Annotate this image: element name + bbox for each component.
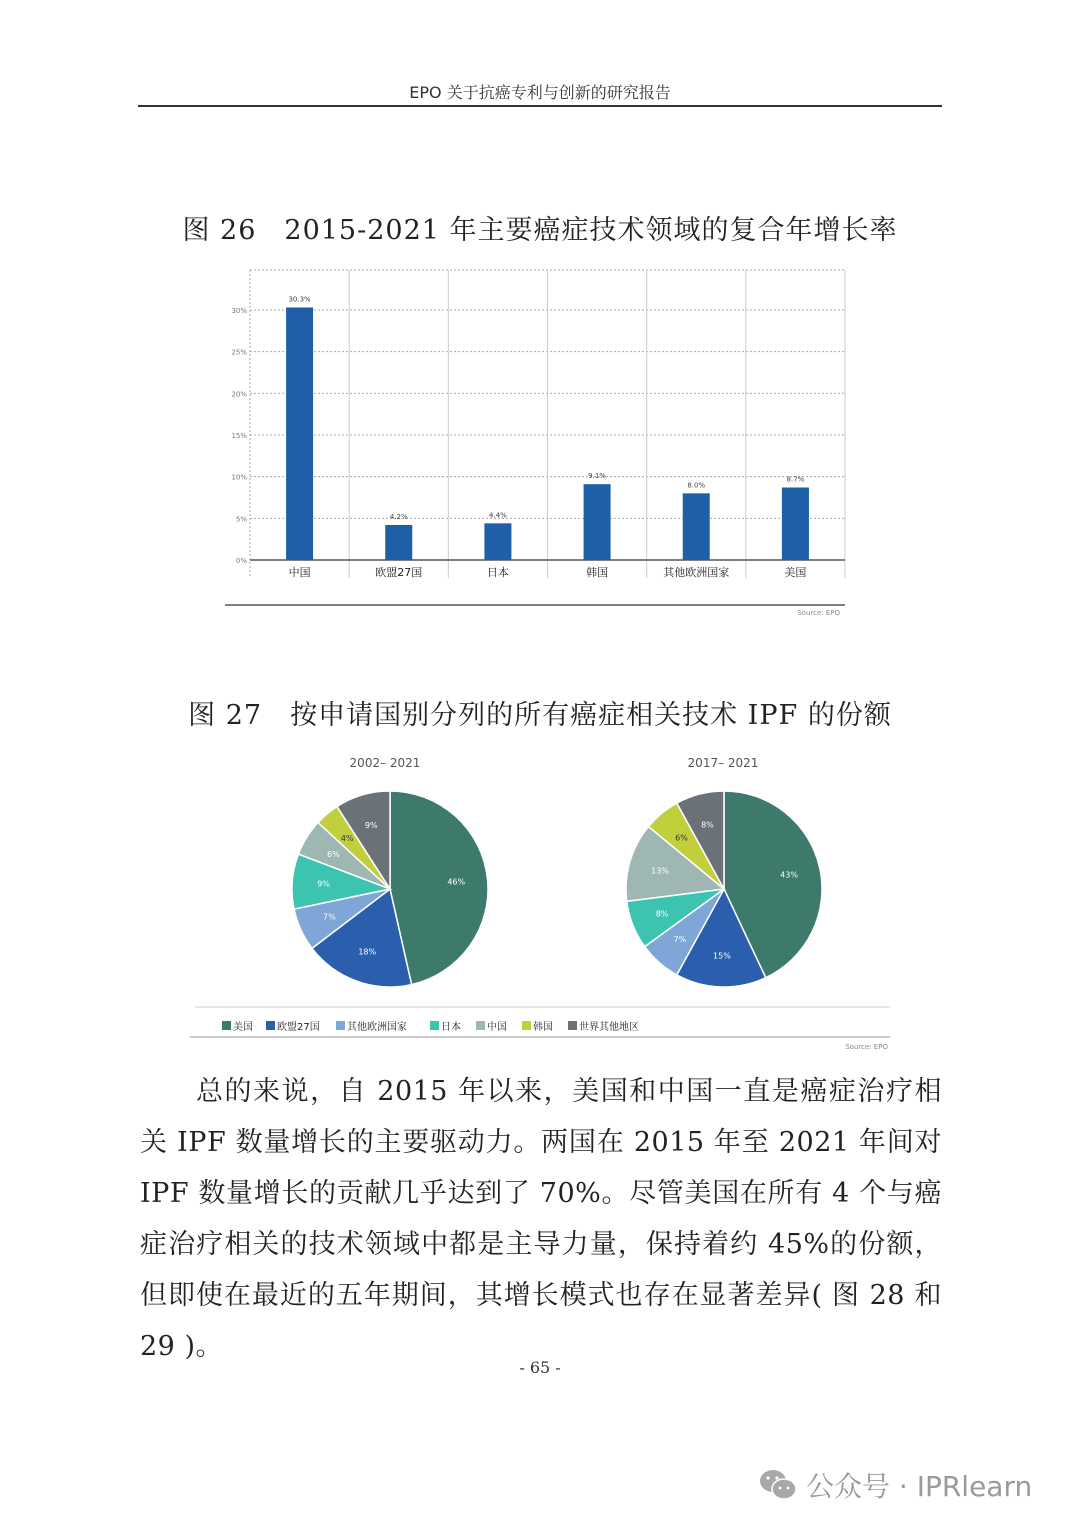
y-tick-label: 20% (231, 390, 247, 399)
y-tick-label: 10% (231, 473, 247, 482)
bar (484, 523, 511, 560)
legend-swatch (522, 1021, 531, 1030)
pie-slice-label: 9% (364, 821, 378, 831)
bar (584, 484, 611, 560)
bar (782, 488, 809, 561)
pie-chart-2002-2021 (292, 791, 488, 987)
pie-slice-label: 9% (317, 879, 330, 889)
y-tick-label: 30% (231, 307, 247, 315)
y-axis-ticks (231, 307, 247, 565)
page-number: - 65 - (519, 1358, 561, 1377)
y-tick-label: 25% (231, 348, 247, 357)
pie-slice-label: 8% (701, 820, 714, 830)
pie-source: Source: EPO (845, 1043, 888, 1051)
legend-swatch (568, 1021, 577, 1030)
pie-1-title: 2002– 2021 (349, 756, 421, 770)
legend-label: 中国 (487, 1022, 507, 1033)
pie-2-title: 2017– 2021 (687, 756, 759, 770)
pie-slice-label: 7% (323, 912, 336, 922)
legend-label: 其他欧洲国家 (347, 1022, 407, 1033)
pie-charts-figure-27 (180, 745, 900, 1057)
pie-slice-label: 13% (651, 866, 669, 876)
pie-slice-label: 4% (340, 833, 354, 843)
bar (385, 525, 412, 560)
bar-value-label: 8.0% (687, 481, 706, 490)
pie-slice-label: 8% (655, 909, 669, 919)
bar-value-labels (288, 296, 804, 522)
x-category-label: 中国 (288, 566, 311, 579)
legend-label: 美国 (233, 1022, 253, 1033)
bar (683, 493, 710, 560)
pie-slice-label: 7% (673, 934, 687, 944)
figure-26-caption: 图 26 2015-2021 年主要癌症技术领域的复合年增长率 (182, 215, 898, 246)
legend-swatch (336, 1021, 345, 1030)
pie-chart-2017-2021 (626, 791, 822, 987)
legend-swatch (222, 1021, 231, 1030)
pie-slice-label: 6% (327, 849, 340, 859)
y-tick-label: 15% (231, 432, 247, 440)
bar (286, 308, 313, 561)
pie-slice-label: 6% (675, 833, 688, 843)
watermark-text: 公众号 · IPRlearn (806, 1470, 1033, 1503)
pie-slice-label: 18% (358, 947, 377, 957)
body-paragraph: 总的来说，自 2015 年以来，美国和中国一直是癌症治疗相关 IPF 数量增长的主要驱动力。两国在 2015 年至 2021 年间对 IPF 数量增长的贡献几乎达到了 70%。尽管美国在所有 4 个与癌症治疗相关的技术领域中都是主导力量，保持着约 45%的份额，但即使在最近的五年期间，其增长模式也存在显著差异( 图 28 和 29 )。 (140, 1076, 942, 1362)
header-divider (138, 105, 942, 107)
y-tick-label: 0% (235, 557, 247, 565)
legend-swatch (266, 1021, 275, 1030)
figure-27-caption: 图 27 按申请国别分列的所有癌症相关技术 IPF 的份额 (188, 700, 892, 731)
x-category-label: 日本 (486, 566, 509, 579)
x-category-label: 美国 (784, 566, 807, 579)
legend-label: 日本 (441, 1022, 461, 1033)
bar-value-label: 9.1% (588, 472, 606, 481)
legend-swatch (430, 1021, 439, 1030)
x-category-label: 其他欧洲国家 (663, 566, 730, 579)
watermark (758, 1465, 1032, 1505)
bar-value-label: 4.4% (489, 511, 507, 520)
legend-label: 欧盟27国 (277, 1022, 320, 1033)
legend-label: 世界其他地区 (579, 1022, 639, 1033)
y-tick-label: 5% (235, 515, 247, 524)
header-title: EPO 关于抗癌专利与创新的研究报告 (409, 83, 671, 102)
legend-label: 韩国 (533, 1022, 553, 1033)
wechat-icon (758, 1467, 798, 1503)
pie-slice-label: 43% (780, 870, 798, 880)
bar-chart-figure-26 (200, 255, 860, 625)
pie-slice-label: 15% (713, 951, 731, 961)
bar-value-label: 4.2% (389, 513, 408, 521)
pie-slice-label: 46% (447, 877, 466, 887)
x-category-label: 欧盟27国 (375, 566, 423, 579)
bar-value-label: 30.3% (288, 295, 311, 304)
bar-value-label: 8.7% (786, 475, 805, 484)
x-category-label: 韩国 (586, 566, 609, 579)
legend-swatch (476, 1021, 485, 1030)
chart-source: Source: EPO (797, 609, 840, 617)
pie-legend (222, 1020, 639, 1033)
